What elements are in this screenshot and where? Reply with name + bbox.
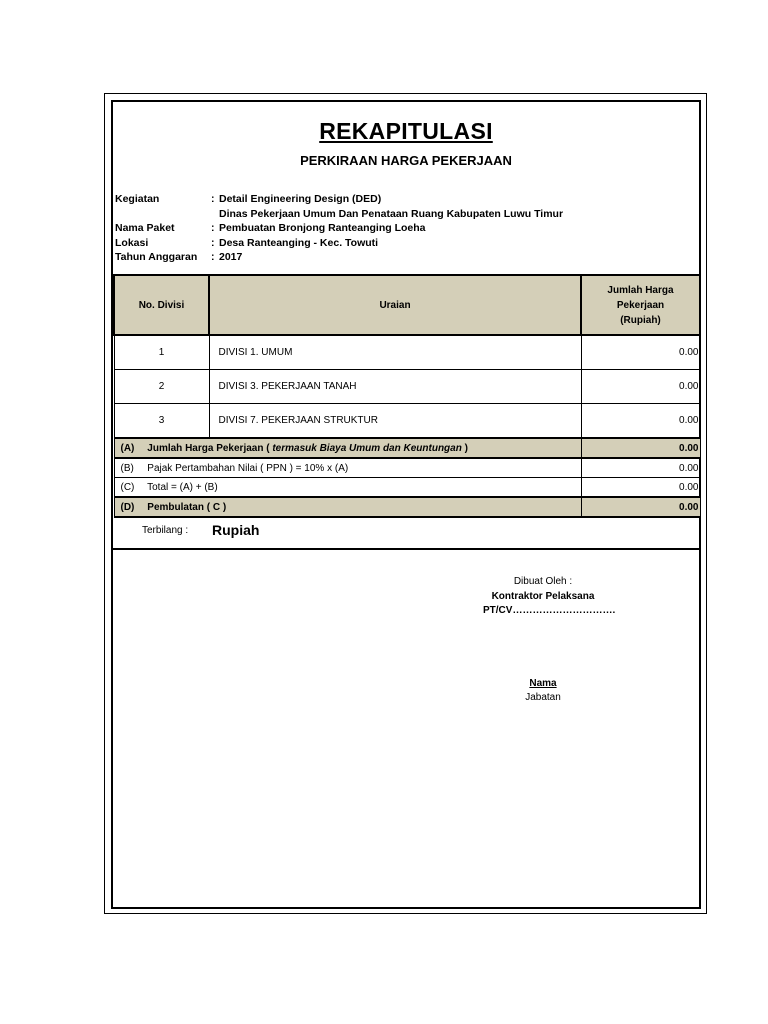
info-kegiatan [113,192,699,207]
row-uraian: DIVISI 7. PEKERJAAN STRUKTUR [209,404,581,439]
signature-nama: Nama [529,678,557,689]
summary-a-label [114,438,581,458]
row-uraian: DIVISI 1. UMUM [209,335,581,370]
document-title: REKAPITULASI [319,118,493,144]
document-frame [111,100,701,909]
info-paket [113,221,699,236]
info-kegiatan-2 [113,207,699,222]
summary-d-code: (D) [120,501,135,513]
kegiatan-value-2: Dinas Pekerjaan Umum Dan Penataan Ruang Kabupaten Luwu Timur [219,208,564,220]
header-jumlah [581,275,700,335]
summary-row-c [114,478,700,498]
colon: : [211,251,215,263]
row-no: 1 [114,335,209,370]
table-row [114,370,700,404]
terbilang-row [113,516,699,550]
recap-table [113,274,701,518]
summary-row-a [114,438,700,458]
summary-a-close: ) [464,442,468,454]
summary-row-d [114,497,700,517]
summary-d-amount: 0.00 [581,497,700,517]
document-subtitle: PERKIRAAN HARGA PEKERJAAN [300,153,512,168]
row-no: 3 [114,404,209,439]
summary-d-text: Pembulatan ( C ) [147,501,227,513]
header-jumlah-line2: Pekerjaan [616,299,665,311]
info-lokasi [113,236,699,251]
row-amount: 0.00 [581,370,700,404]
row-no: 2 [114,370,209,404]
summary-d-label [114,497,581,517]
row-amount: 0.00 [581,335,700,370]
info-tahun [113,250,699,265]
kegiatan-value: Detail Engineering Design (DED) [219,193,382,205]
summary-b-label [114,458,581,478]
row-uraian: DIVISI 3. PEKERJAAN TANAH [209,370,581,404]
paket-value: Pembuatan Bronjong Ranteanging Loeha [219,222,426,234]
terbilang-label: Terbilang : [142,525,189,536]
summary-a-amount: 0.00 [581,438,700,458]
header-no-divisi: No. Divisi [114,275,209,335]
table-row [114,404,700,439]
tahun-value: 2017 [219,251,243,263]
colon: : [211,193,215,205]
kegiatan-label: Kegiatan [115,193,160,205]
signature-kontraktor: Kontraktor Pelaksana [491,591,595,602]
header-jumlah-line3: (Rupiah) [620,314,661,326]
summary-row-b [114,458,700,478]
summary-c-amount: 0.00 [581,478,700,498]
summary-b-amount: 0.00 [581,458,700,478]
summary-a-text: Jumlah Harga Pekerjaan ( [147,442,270,454]
row-amount: 0.00 [581,404,700,439]
lokasi-value: Desa Ranteanging - Kec. Towuti [219,237,379,249]
summary-a-code: (A) [120,442,135,454]
summary-c-text: Total = (A) + (B) [147,481,218,493]
colon: : [211,222,215,234]
lokasi-label: Lokasi [115,237,149,249]
summary-b-code: (B) [120,462,134,474]
paket-label: Nama Paket [115,222,175,234]
summary-c-label [114,478,581,498]
signature-ptcv: PT/CV…………………………. [483,605,616,616]
signature-dibuat: Dibuat Oleh : [513,576,573,587]
signature-jabatan: Jabatan [525,692,561,703]
summary-a-italic: termasuk Biaya Umum dan Keuntungan [272,442,462,454]
colon: : [211,237,215,249]
terbilang-value: Rupiah [212,522,260,538]
summary-b-text: Pajak Pertambahan Nilai ( PPN ) = 10% x (A) [147,462,349,474]
header-uraian: Uraian [209,275,581,335]
table-header-row [114,275,700,335]
table-row [114,335,700,370]
tahun-label: Tahun Anggaran [115,251,198,263]
summary-c-code: (C) [120,481,135,493]
header-jumlah-line1: Jumlah Harga [607,284,674,296]
